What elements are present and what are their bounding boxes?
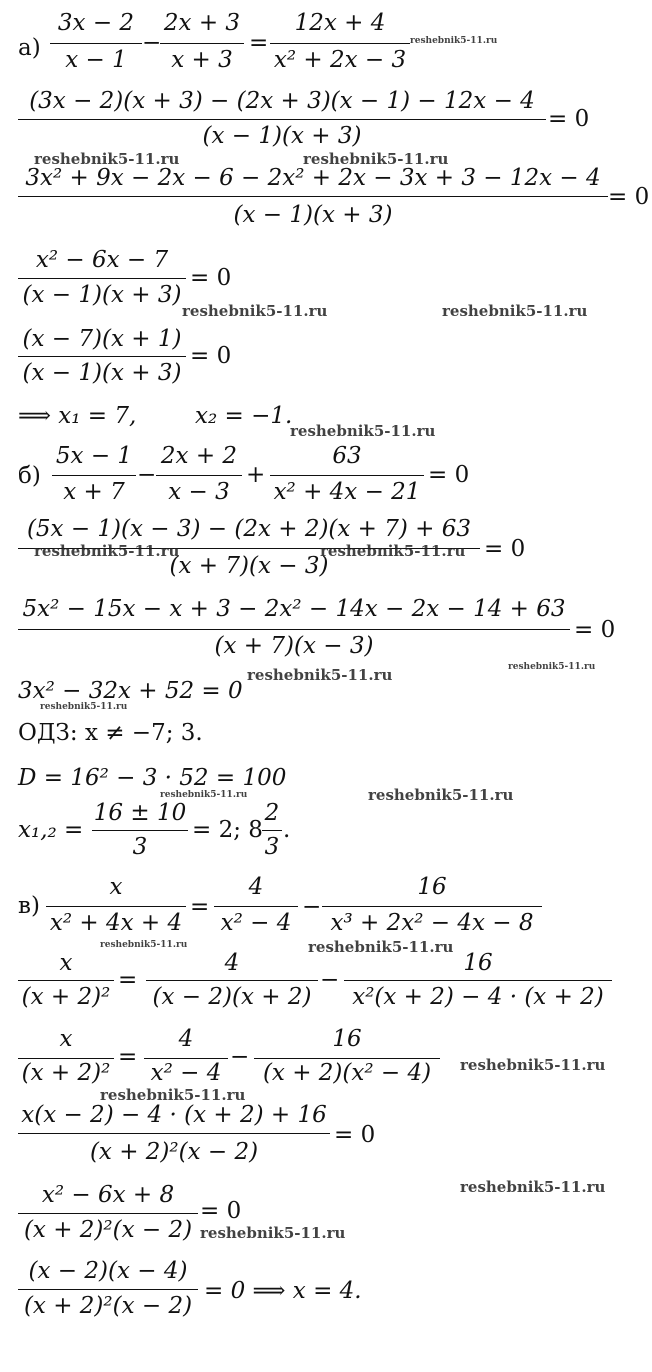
numerator: 16 ± 10	[93, 800, 187, 826]
fraction	[146, 950, 318, 1014]
equation-line: 3x² − 32x + 52 = 0	[18, 678, 243, 704]
equals-zero: = 0	[608, 184, 650, 210]
numerator: x	[59, 950, 73, 976]
denominator: (x − 2)(x + 2)	[152, 984, 312, 1010]
fraction	[18, 1102, 330, 1166]
numerator: 12x + 4	[294, 10, 386, 36]
fraction	[144, 1026, 228, 1090]
watermark: reshebnik5-11.ru	[182, 302, 328, 320]
period: .	[283, 817, 291, 843]
numerator: 4	[178, 1026, 194, 1052]
numerator: (x − 2)(x − 4)	[28, 1258, 188, 1284]
numerator: 4	[248, 874, 264, 900]
fraction-bar	[18, 1289, 198, 1290]
fraction-bar	[18, 278, 186, 279]
fraction	[52, 443, 136, 507]
watermark: reshebnik5-11.ru	[303, 150, 449, 168]
watermark: reshebnik5-11.ru	[508, 662, 596, 672]
numerator: x² − 6x + 8	[41, 1182, 175, 1208]
fraction-bar	[344, 980, 612, 981]
fraction-bar	[18, 119, 546, 120]
operator: −	[137, 462, 157, 488]
operator: =	[190, 894, 210, 920]
fraction	[270, 443, 424, 507]
fraction-bar	[18, 629, 570, 630]
fraction	[46, 874, 186, 938]
numerator: 5x − 1	[55, 443, 133, 469]
denominator: x² − 4	[220, 910, 292, 936]
fraction-bar	[156, 475, 242, 476]
fraction	[160, 10, 244, 74]
fraction-bar	[18, 196, 608, 197]
numerator: 63	[332, 443, 362, 469]
fraction-bar	[322, 906, 542, 907]
operator: −	[320, 967, 340, 993]
fraction	[18, 326, 186, 390]
denominator: x² + 4x − 21	[273, 479, 421, 505]
fraction	[18, 247, 186, 311]
denominator: x + 7	[63, 479, 125, 505]
equals-zero: = 0	[190, 265, 232, 291]
operator: −	[302, 894, 322, 920]
watermark: reshebnik5-11.ru	[308, 938, 454, 956]
denominator: (x − 1)(x + 3)	[22, 360, 182, 386]
fraction	[18, 165, 608, 229]
watermark: reshebnik5-11.ru	[40, 702, 128, 712]
equals-zero: = 0	[200, 1198, 242, 1224]
denominator: (x + 2)(x² − 4)	[262, 1060, 432, 1086]
fraction	[214, 874, 298, 938]
numerator: 16	[463, 950, 493, 976]
denominator: (x + 2)²(x − 2)	[89, 1139, 259, 1165]
fraction-bar	[146, 980, 318, 981]
denominator: (x + 7)(x − 3)	[169, 553, 329, 579]
equals-zero: = 0	[190, 343, 232, 369]
fraction-bar	[18, 1058, 114, 1059]
denominator: x + 3	[171, 47, 233, 73]
watermark: reshebnik5-11.ru	[460, 1056, 606, 1074]
numerator: 3x² + 9x − 2x − 6 − 2x² + 2x − 3x + 3 − 12x − 4	[25, 165, 601, 191]
watermark: reshebnik5-11.ru	[160, 790, 248, 800]
watermark: reshebnik5-11.ru	[442, 302, 588, 320]
numerator: 16	[417, 874, 447, 900]
fraction	[92, 800, 188, 864]
equals-zero: = 0	[334, 1122, 376, 1148]
equals-zero: = 0	[574, 617, 616, 643]
fraction-bar	[50, 43, 142, 44]
fraction	[50, 10, 142, 74]
fraction-bar	[92, 830, 188, 831]
watermark: reshebnik5-11.ru	[368, 786, 514, 804]
mixed-fraction	[262, 800, 282, 864]
denominator: (x − 1)(x + 3)	[233, 202, 393, 228]
fraction	[254, 1026, 440, 1090]
fraction	[18, 88, 546, 152]
equals-zero: = 0	[548, 106, 590, 132]
domain-line: ОДЗ: x ≠ −7; 3.	[18, 720, 203, 746]
equals-zero: = 0	[484, 536, 526, 562]
operator: =	[118, 1044, 138, 1070]
part-b-label: б)	[18, 463, 41, 489]
watermark: reshebnik5-11.ru	[290, 422, 436, 440]
denominator: (x − 1)(x + 3)	[202, 123, 362, 149]
equals-zero: = 0	[428, 462, 470, 488]
watermark: reshebnik5-11.ru	[200, 1224, 346, 1242]
fraction-bar	[18, 356, 186, 357]
numerator: 2	[264, 800, 280, 826]
denominator: (x + 2)²	[21, 984, 111, 1010]
denominator: (x + 2)²	[21, 1060, 111, 1086]
denominator: 3	[264, 834, 280, 860]
final-answer: = 0 ⟹ x = 4.	[204, 1278, 362, 1304]
operator: −	[230, 1044, 250, 1070]
fraction-bar	[52, 475, 136, 476]
discriminant-line: D = 16² − 3 · 52 = 100	[18, 765, 287, 791]
fraction	[18, 1026, 114, 1090]
fraction-bar	[214, 906, 298, 907]
watermark: reshebnik5-11.ru	[410, 36, 498, 46]
numerator: (x − 7)(x + 1)	[22, 326, 182, 352]
numerator: 2x + 3	[163, 10, 241, 36]
fraction-bar	[254, 1058, 440, 1059]
fraction	[18, 1182, 198, 1246]
watermark: reshebnik5-11.ru	[34, 150, 180, 168]
answer-x1: ⟹ x₁ = 7,	[18, 403, 137, 429]
roots-values: = 2; 8	[192, 817, 263, 843]
fraction-bar	[270, 43, 410, 44]
fraction	[18, 1258, 198, 1322]
denominator: x² + 2x − 3	[273, 47, 407, 73]
operator: =	[249, 30, 269, 56]
numerator: 3x − 2	[57, 10, 135, 36]
fraction-bar	[46, 906, 186, 907]
watermark: reshebnik5-11.ru	[100, 940, 188, 950]
numerator: x	[109, 874, 123, 900]
numerator: 4	[224, 950, 240, 976]
denominator: x³ + 2x² − 4x − 8	[330, 910, 534, 936]
part-c-label: в)	[18, 893, 40, 919]
fraction-bar	[18, 980, 114, 981]
numerator: x(x − 2) − 4 · (x + 2) + 16	[21, 1102, 327, 1128]
denominator: x − 1	[65, 47, 127, 73]
watermark: reshebnik5-11.ru	[320, 542, 466, 560]
fraction	[18, 596, 570, 660]
operator: =	[118, 967, 138, 993]
fraction-bar	[262, 830, 282, 831]
watermark: reshebnik5-11.ru	[460, 1178, 606, 1196]
fraction-bar	[18, 1133, 330, 1134]
fraction-bar	[144, 1058, 228, 1059]
operator: −	[142, 30, 162, 56]
watermark: reshebnik5-11.ru	[100, 1086, 246, 1104]
denominator: (x + 7)(x − 3)	[214, 633, 374, 659]
denominator: x²(x + 2) − 4 · (x + 2)	[352, 984, 604, 1010]
denominator: x² − 4	[150, 1060, 222, 1086]
denominator: (x − 1)(x + 3)	[22, 282, 182, 308]
numerator: 5x² − 15x − x + 3 − 2x² − 14x − 2x − 14 + 63	[22, 596, 566, 622]
numerator: 16	[332, 1026, 362, 1052]
numerator: x² − 6x − 7	[35, 247, 169, 273]
numerator: (3x − 2)(x + 3) − (2x + 3)(x − 1) − 12x − 4	[29, 88, 535, 114]
watermark: reshebnik5-11.ru	[247, 666, 393, 684]
answer-x2: x₂ = −1.	[195, 403, 293, 429]
fraction	[322, 874, 542, 938]
denominator: 3	[132, 834, 148, 860]
denominator: x² + 4x + 4	[49, 910, 183, 936]
numerator: (5x − 1)(x − 3) − (2x + 2)(x + 7) + 63	[26, 516, 472, 542]
denominator: x − 3	[168, 479, 230, 505]
part-a-label: а)	[18, 35, 41, 61]
fraction	[344, 950, 612, 1014]
denominator: (x + 2)²(x − 2)	[23, 1217, 193, 1243]
fraction-bar	[160, 43, 244, 44]
numerator: x	[59, 1026, 73, 1052]
fraction	[270, 10, 410, 74]
numerator: 2x + 2	[160, 443, 238, 469]
fraction	[18, 950, 114, 1014]
watermark: reshebnik5-11.ru	[34, 542, 180, 560]
fraction	[156, 443, 242, 507]
fraction-bar	[270, 475, 424, 476]
operator: +	[246, 462, 266, 488]
fraction-bar	[18, 1213, 198, 1214]
denominator: (x + 2)²(x − 2)	[23, 1293, 193, 1319]
roots-lhs: x₁,₂ =	[18, 817, 84, 843]
